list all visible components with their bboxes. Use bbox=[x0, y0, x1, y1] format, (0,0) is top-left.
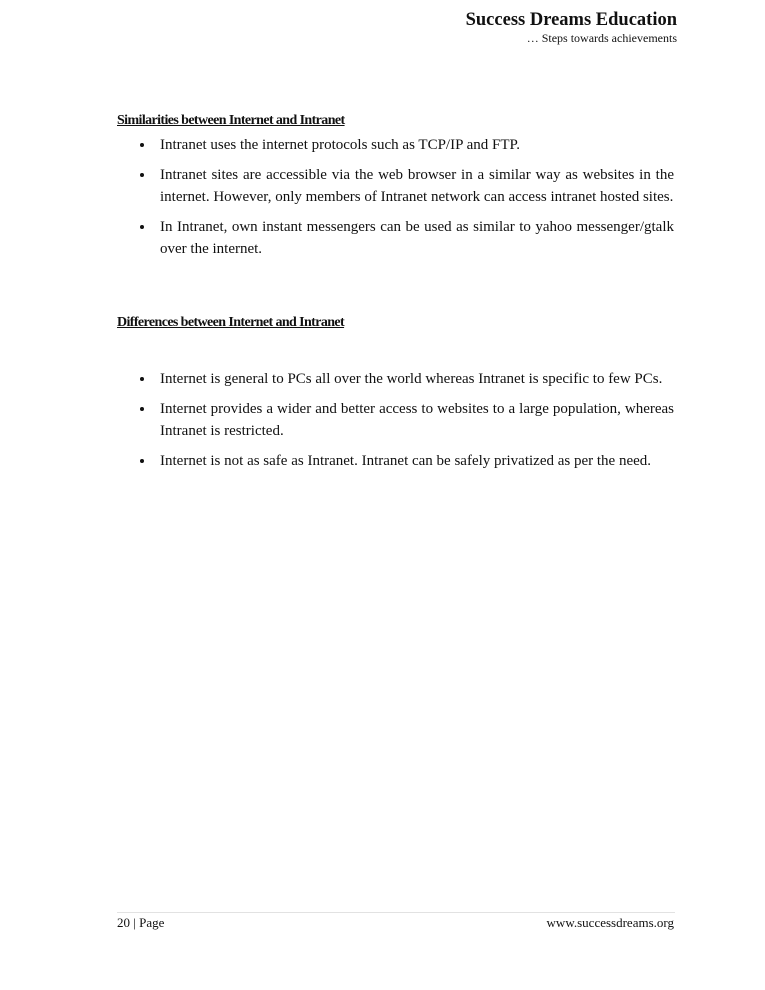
differences-list bbox=[140, 368, 674, 472]
list-item: Intranet uses the internet protocols such as TCP/IP and FTP. bbox=[140, 134, 674, 156]
page-number: 20 | Page bbox=[117, 915, 165, 930]
list-item: Internet is not as safe as Intranet. Intranet can be safely privatized as per the need. bbox=[140, 450, 674, 472]
header-title: Success Dreams Education bbox=[465, 10, 677, 30]
section-heading-similarities: Similarities between Internet and Intranet bbox=[117, 113, 345, 128]
list-item: Internet is general to PCs all over the world whereas Intranet is specific to few PCs. bbox=[140, 368, 674, 390]
list-item: In Intranet, own instant messengers can be used as similar to yahoo messenger/gtalk over the internet. bbox=[140, 216, 674, 260]
bullet-icon bbox=[140, 225, 144, 229]
footer-divider bbox=[117, 912, 675, 913]
header-tagline: … Steps towards achievements bbox=[526, 31, 677, 45]
bullet-icon bbox=[140, 143, 144, 147]
list-item: Intranet sites are accessible via the web browser in a similar way as websites in the internet. However, only members of Intranet network can access intranet hosted sites. bbox=[140, 164, 674, 208]
bullet-icon bbox=[140, 173, 144, 177]
bullet-icon bbox=[140, 377, 144, 381]
bullet-icon bbox=[140, 407, 144, 411]
list-item: Internet provides a wider and better access to websites to a large population, whereas Intranet is restricted. bbox=[140, 398, 674, 442]
bullet-icon bbox=[140, 459, 144, 463]
page-header bbox=[466, 9, 677, 45]
footer-website: www.successdreams.org bbox=[546, 915, 674, 930]
section-heading-differences: Differences between Internet and Intranet bbox=[117, 315, 345, 330]
similarities-list bbox=[140, 134, 674, 260]
